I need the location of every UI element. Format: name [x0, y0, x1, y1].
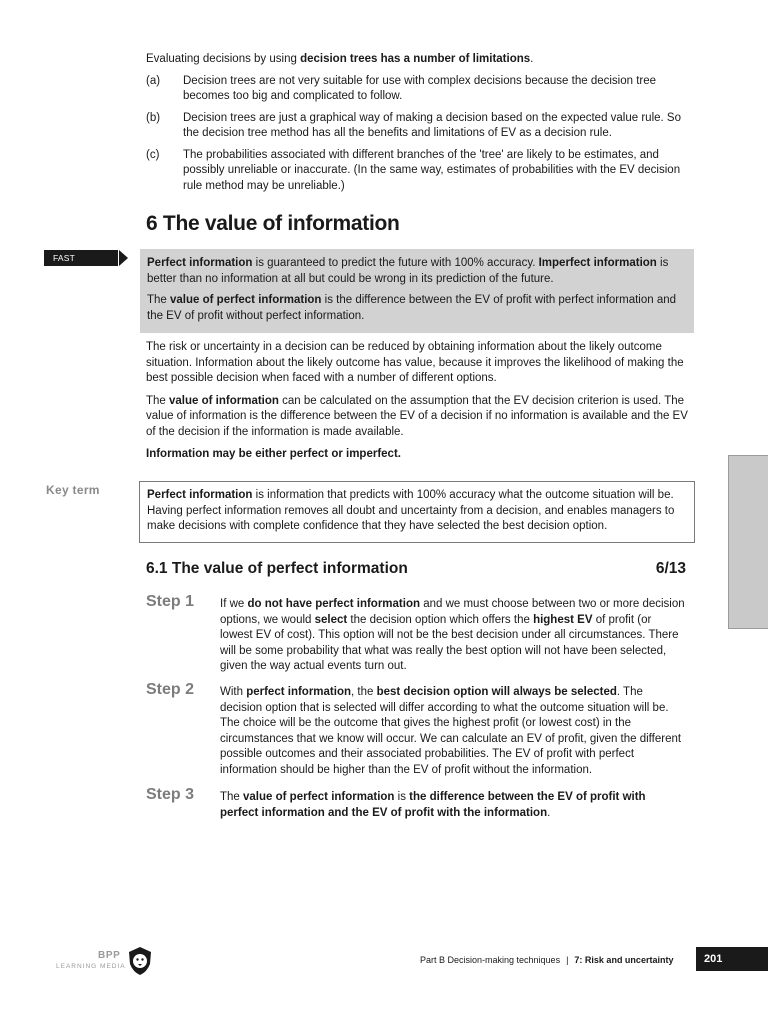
chevron-right-icon — [119, 250, 128, 266]
footer-chapter: 7: Risk and uncertainty — [574, 955, 674, 965]
step-text: With perfect information, the best decision option will always be selected. The decision option that is selected will differ according to what the outcome situation will be. The choice will be the outcome that gives the highest profit (or lowest cost) in the circumstances that we know will occur. We can calculate an EV of profit, given the different possible outcomes and their associated probabilities. The EV of profit with perfect information should be higher than the EV of profit without the information. — [220, 686, 682, 776]
body-paragraph: Information may be either perfect or imperfect. — [146, 448, 401, 460]
step-item — [146, 681, 686, 778]
step-label: Step 3 — [146, 786, 195, 803]
subsection-heading — [146, 560, 686, 578]
footer-part: Part B Decision-making techniques — [420, 955, 561, 965]
fast-forward-paragraph: The value of perfect information is the difference between the EV of profit with perfect information and the EV of profit without perfect information. — [147, 294, 677, 322]
bpp-logo — [56, 946, 156, 978]
list-marker: (b) — [146, 111, 161, 124]
page-number: 201 — [696, 947, 768, 971]
logo-subtext: LEARNING MEDIA — [56, 963, 126, 970]
step-item — [146, 786, 686, 821]
step-text: The value of perfect information is the difference between the EV of profit with perfect information and the EV of profit with the information. — [220, 791, 646, 819]
lion-icon — [127, 946, 153, 976]
body-paragraph: The risk or uncertainty in a decision can be reduced by obtaining information about the likely outcome situation. Information about the likely outcome has value, because it improves the likelihood of making the best possible decision when faced with a number of different options. — [146, 341, 684, 384]
fast-forward-box — [140, 249, 694, 333]
step-text: If we do not have perfect information and we must choose between two or more decision options, we would select the decision option which offers the highest EV of profit (or lowest EV of cost). This option will not be the best decision under all circumstances. There will be some probability that what was really the best option will not have been selected, given the way actual events turn out. — [220, 598, 685, 672]
key-term-box — [139, 481, 695, 543]
key-term-bold: Perfect information — [147, 489, 253, 501]
fast-forward-tag: FAST FORWARD — [44, 250, 118, 266]
footer-breadcrumb — [420, 955, 673, 965]
list-marker: (c) — [146, 148, 160, 161]
step-label: Step 1 — [146, 593, 195, 610]
footer-separator: | — [566, 955, 569, 965]
list-text: Decision trees are not very suitable for use with complex decisions because the decision tree becomes too big and complicated to follow. — [183, 74, 657, 102]
body-paragraph: The value of information can be calculated on the assumption that the EV decision criterion is used. The value of information is the difference between the EV of a decision if no information is available and the EV of the decision if the information is made available. — [146, 394, 688, 438]
intro-section — [146, 52, 686, 200]
list-text: The probabilities associated with different branches of the 'tree' are likely to be estimates, and possibly unreliable or inaccurate. (In the same way, estimates of probabilities with the EV decision rule method may be unreliable.) — [183, 148, 681, 192]
section-heading: 6 The value of information — [146, 212, 400, 235]
list-item — [146, 74, 686, 105]
list-item — [146, 111, 686, 142]
key-term-label: Key term — [46, 483, 100, 497]
fast-forward-paragraph: Perfect information is guaranteed to predict the future with 100% accuracy. Imperfect information is better than no information at all but could be wrong in its prediction of the future. — [147, 257, 669, 285]
step-item — [146, 593, 686, 675]
key-term-text: is information that predicts with 100% accuracy what the outcome situation will be. Having perfect information removes all doubt and uncertainty from a decision, and enables managers to make decisions with complete confidence that they have selected the best decision option. — [147, 489, 675, 532]
step-label: Step 2 — [146, 681, 195, 698]
logo-text: BPP — [98, 950, 121, 961]
syllabus-ref: 6/13 — [655, 560, 686, 577]
side-tab — [728, 455, 768, 629]
list-item — [146, 148, 686, 195]
list-marker: (a) — [146, 74, 161, 87]
intro-lead: Evaluating decisions by using decision trees has a number of limitations. — [146, 53, 534, 65]
list-text: Decision trees are just a graphical way of making a decision based on the expected value rule. So the decision tree method has all the benefits and limitations of EV as a decision rule. — [183, 111, 681, 139]
body-section — [146, 340, 691, 470]
subsection-title: 6.1 The value of perfect information — [146, 560, 408, 577]
